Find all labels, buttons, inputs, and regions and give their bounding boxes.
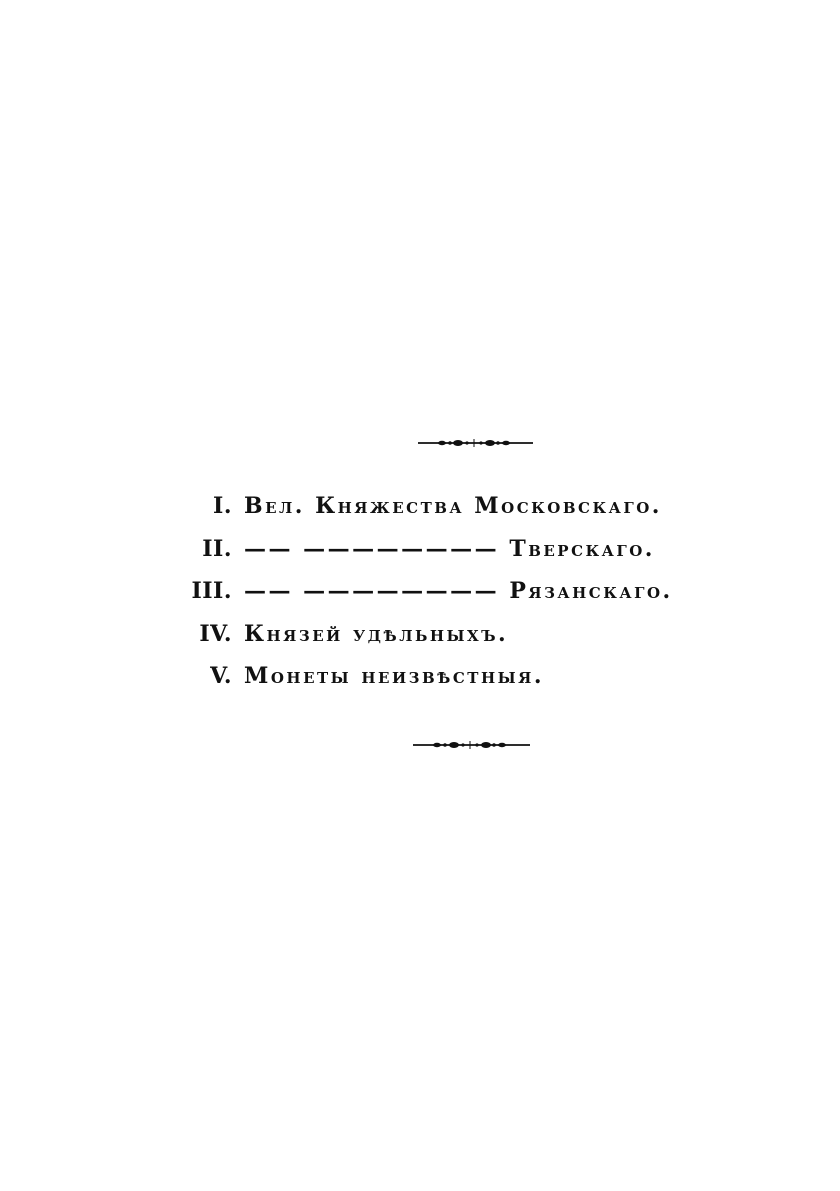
contents-entry: [0, 656, 840, 699]
entry-text: Князей удѣльныхъ.: [244, 620, 509, 647]
entry-text: —— ———————— Рязанскаго.: [244, 578, 673, 604]
table-of-contents: [0, 486, 840, 699]
entry-text: Монеты неизвѣстныя.: [244, 663, 545, 689]
ornament-bottom-icon: [0, 738, 840, 752]
entry-numeral: III.: [191, 578, 232, 604]
contents-entry: [0, 486, 840, 529]
contents-entry: [0, 571, 840, 614]
entry-numeral: V.: [210, 663, 232, 689]
entry-numeral: II.: [202, 535, 232, 562]
entry-numeral: I.: [213, 493, 232, 519]
ornament-top: [0, 436, 840, 450]
contents-entry: [0, 529, 840, 572]
entry-text: —— ———————— Тверскаго.: [244, 535, 655, 562]
entry-text: Вел. Княжества Московскаго.: [244, 493, 662, 519]
entry-numeral: IV.: [199, 620, 232, 647]
ornament-bottom: [0, 738, 840, 752]
contents-entry: [0, 614, 840, 657]
ornament-top-icon: [0, 436, 840, 450]
